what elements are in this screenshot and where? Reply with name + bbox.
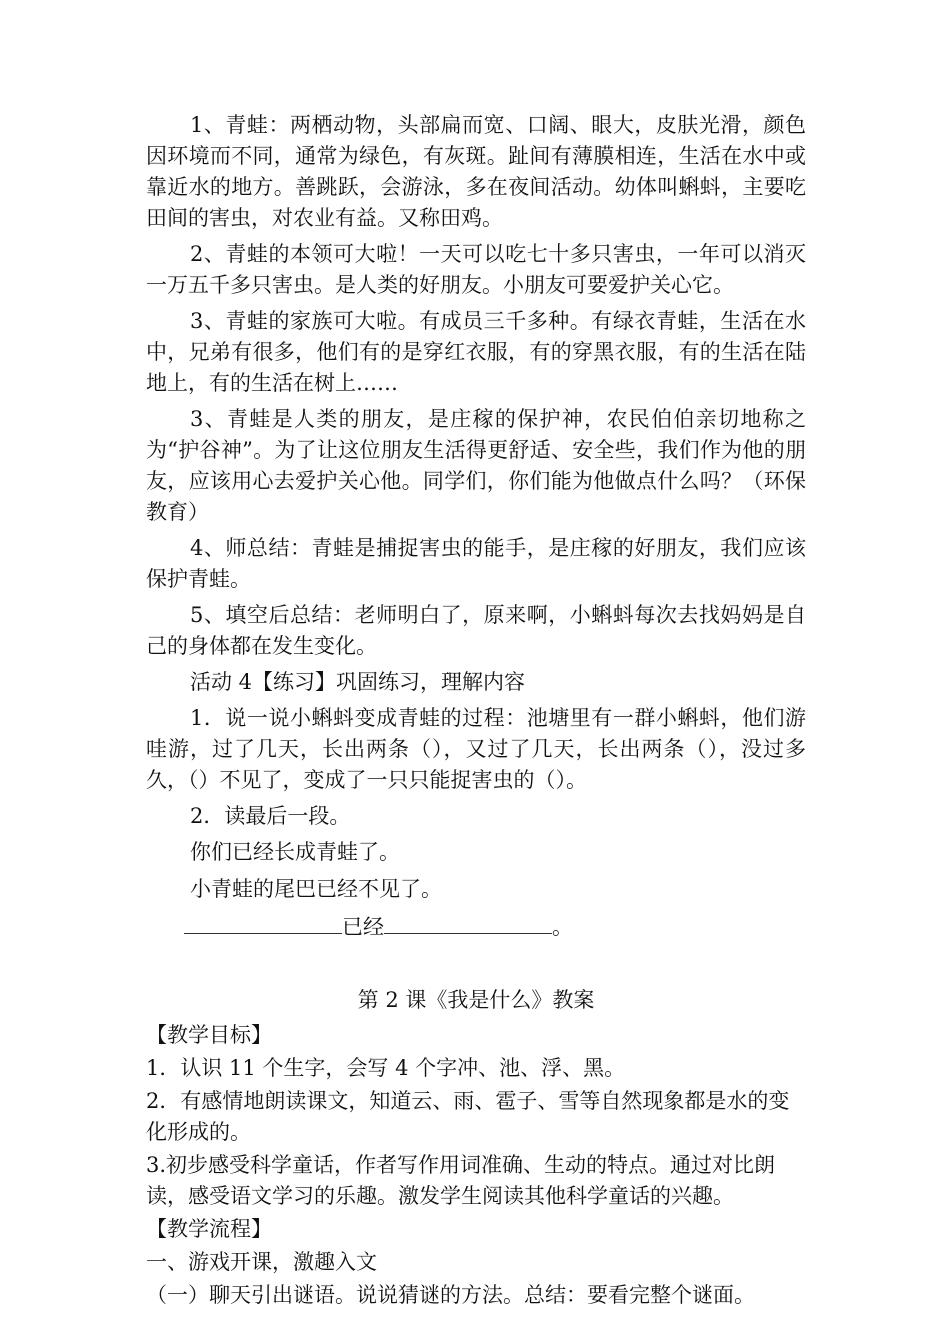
paragraph-frog-family: 3、青蛙的家族可大啦。有成员三千多种。有绿衣青蛙，生活在水中，兄弟有很多，他们有的是穿红衣服，有的穿黑衣服，有的生活在陆地上，有的生活在树上……	[146, 309, 806, 395]
blank-end: 。	[552, 915, 573, 939]
step-1: 一、游戏开课，激趣入文	[146, 1250, 377, 1274]
paragraph-frog-definition: 1、青蛙：两栖动物，头部扁而宽、口阔、眼大，皮肤光滑，颜色因环境而不同，通常为绿色，有灰斑。趾间有薄膜相连，生活在水中或靠近水的地方。善跳跃，会游泳，多在夜间活动。幼体叫蝌蚪，主要吃田间的害虫，对农业有益。又称田鸡。	[146, 113, 806, 230]
blank-predicate	[384, 911, 552, 934]
example-sentence-1: 你们已经长成青蛙了。	[190, 840, 400, 864]
paragraph-frog-friend: 3、青蛙是人类的朋友，是庄稼的保护神，农民伯伯亲切地称之为“护谷神”。为了让这位朋友生活得更舒适、安全些，我们作为他的朋友，应该用心去爱护关心他。同学们，你们能为他做点什么吗？（环保教育）	[146, 407, 806, 524]
exercise-2: 2．读最后一段。	[190, 804, 351, 828]
lesson-title: 第 2 课《我是什么》教案	[357, 988, 595, 1012]
activity-4-heading: 活动 4【练习】巩固练习，理解内容	[190, 670, 526, 694]
example-sentence-2: 小青蛙的尾巴已经不见了。	[190, 877, 442, 901]
process-heading: 【教学流程】	[146, 1217, 272, 1241]
objectives-heading: 【教学目标】	[146, 1023, 272, 1047]
paragraph-frog-ability: 2、青蛙的本领可大啦！一天可以吃七十多只害虫，一年可以消灭一万五千多只害虫。是人类的好朋友。小朋友可要爱护关心它。	[146, 242, 806, 297]
paragraph-teacher-summary: 4、师总结：青蛙是捕捉害虫的能手，是庄稼的好朋友，我们应该保护青蛙。	[146, 536, 806, 591]
blank-connector: 已经	[342, 915, 384, 939]
step-1-1: （一）聊天引出谜语。说说猜谜的方法。总结：要看完整个谜面。	[146, 1283, 755, 1307]
blank-subject	[184, 911, 342, 934]
objective-1: 1．认识 11 个生字，会写 4 个字冲、池、浮、黑。	[146, 1056, 626, 1080]
objective-2: 2．有感情地朗读课文，知道云、雨、雹子、雪等自然现象都是水的变化形成的。	[146, 1089, 790, 1144]
fill-blank-sentence	[146, 911, 806, 943]
exercise-1: 1．说一说小蝌蚪变成青蛙的过程：池塘里有一群小蝌蚪，他们游哇游，过了几天，长出两条（），又过了几天，长出两条（），没过多久，（）不见了，变成了一只只能捉害虫的（）。	[146, 706, 806, 792]
objective-3: 3.初步感受科学童话，作者写作用词准确、生动的特点。通过对比朗读，感受语文学习的乐趣。激发学生阅读其他科学童话的兴趣。	[146, 1153, 776, 1208]
paragraph-fill-summary: 5、填空后总结：老师明白了，原来啊，小蝌蚪每次去找妈妈是自己的身体都在发生变化。	[146, 603, 806, 658]
document-page	[146, 110, 806, 1313]
